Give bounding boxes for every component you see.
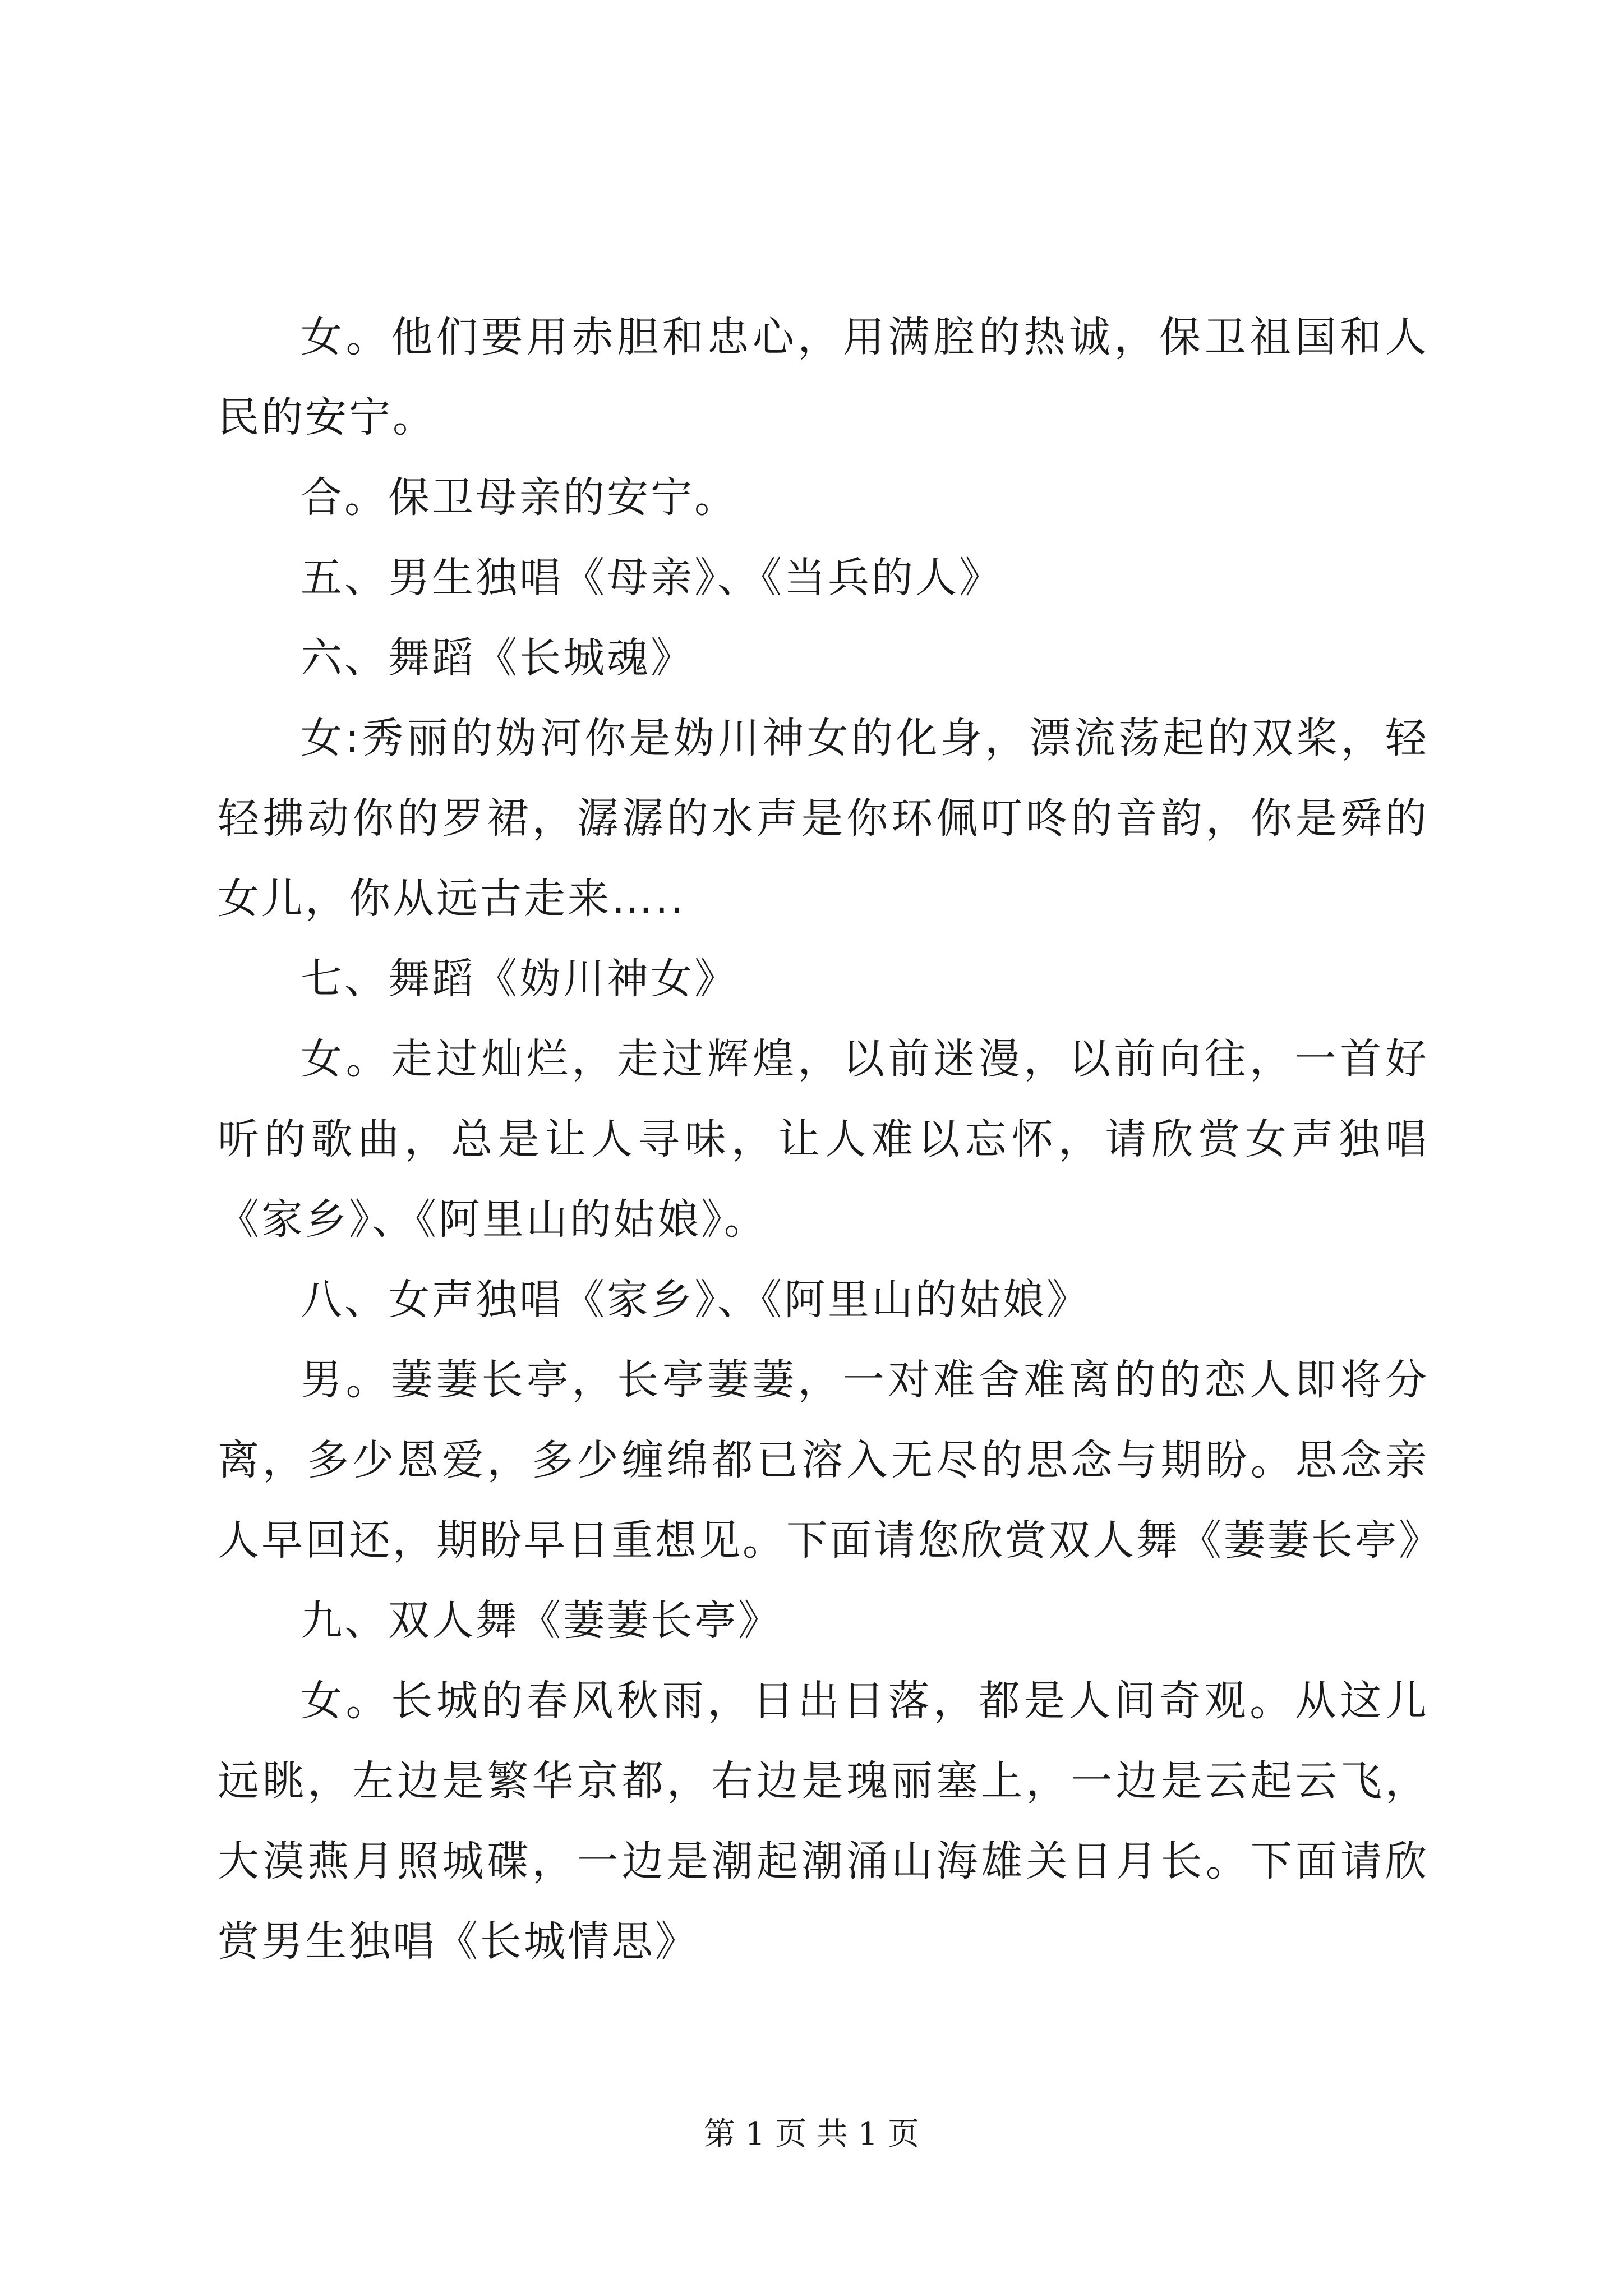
paragraph: 女。长城的春风秋雨，日出日落，都是人间奇观。从这儿远眺，左边是繁华京都，右边是瑰丽塞上，一边是云起云飞，大漠燕月照城碟，一边是潮起潮涌山海雄关日月长。下面请欣赏男生独唱《长城情思》 — [218, 1677, 1429, 1966]
paragraph: 合。保卫母亲的安宁。 — [301, 473, 738, 522]
page-footer — [0, 2115, 1623, 2154]
page-number: 第 1 页 共 1 页 — [703, 2116, 920, 2152]
paragraph: 女。他们要用赤胆和忠心，用满腔的热诚，保卫祖国和人民的安宁。 — [218, 313, 1429, 441]
section-heading: 八、女声独唱《家乡》、《阿里山的姑娘》 — [301, 1276, 1090, 1324]
paragraph: 女:秀丽的妫河你是妫川神女的化身，漂流荡起的双桨，轻轻拂动你的罗裙，潺潺的水声是你环佩叮咚的音韵，你是舜的女儿，你从远古走来….. — [218, 714, 1429, 923]
body-text — [218, 297, 1442, 1982]
paragraph: 男。萋萋长亭，长亭萋萋，一对难舍难离的的恋人即将分离，多少恩爱，多少缠绵都已溶入无尽的思念与期盼。思念亲人早回还，期盼早日重想见。下面请您欣赏双人舞《萋萋长亭》 — [218, 1356, 1442, 1565]
section-heading: 七、舞蹈《妫川神女》 — [301, 955, 738, 1003]
section-heading: 九、双人舞《萋萋长亭》 — [301, 1596, 782, 1645]
section-heading: 六、舞蹈《长城魂》 — [301, 634, 694, 682]
section-heading: 五、男生独唱《母亲》、《当兵的人》 — [301, 554, 1003, 602]
paragraph: 女。走过灿烂，走过辉煌，以前迷漫，以前向往，一首好听的歌曲，总是让人寻味，让人难以忘怀，请欣赏女声独唱《家乡》、《阿里山的姑娘》。 — [218, 1035, 1429, 1244]
